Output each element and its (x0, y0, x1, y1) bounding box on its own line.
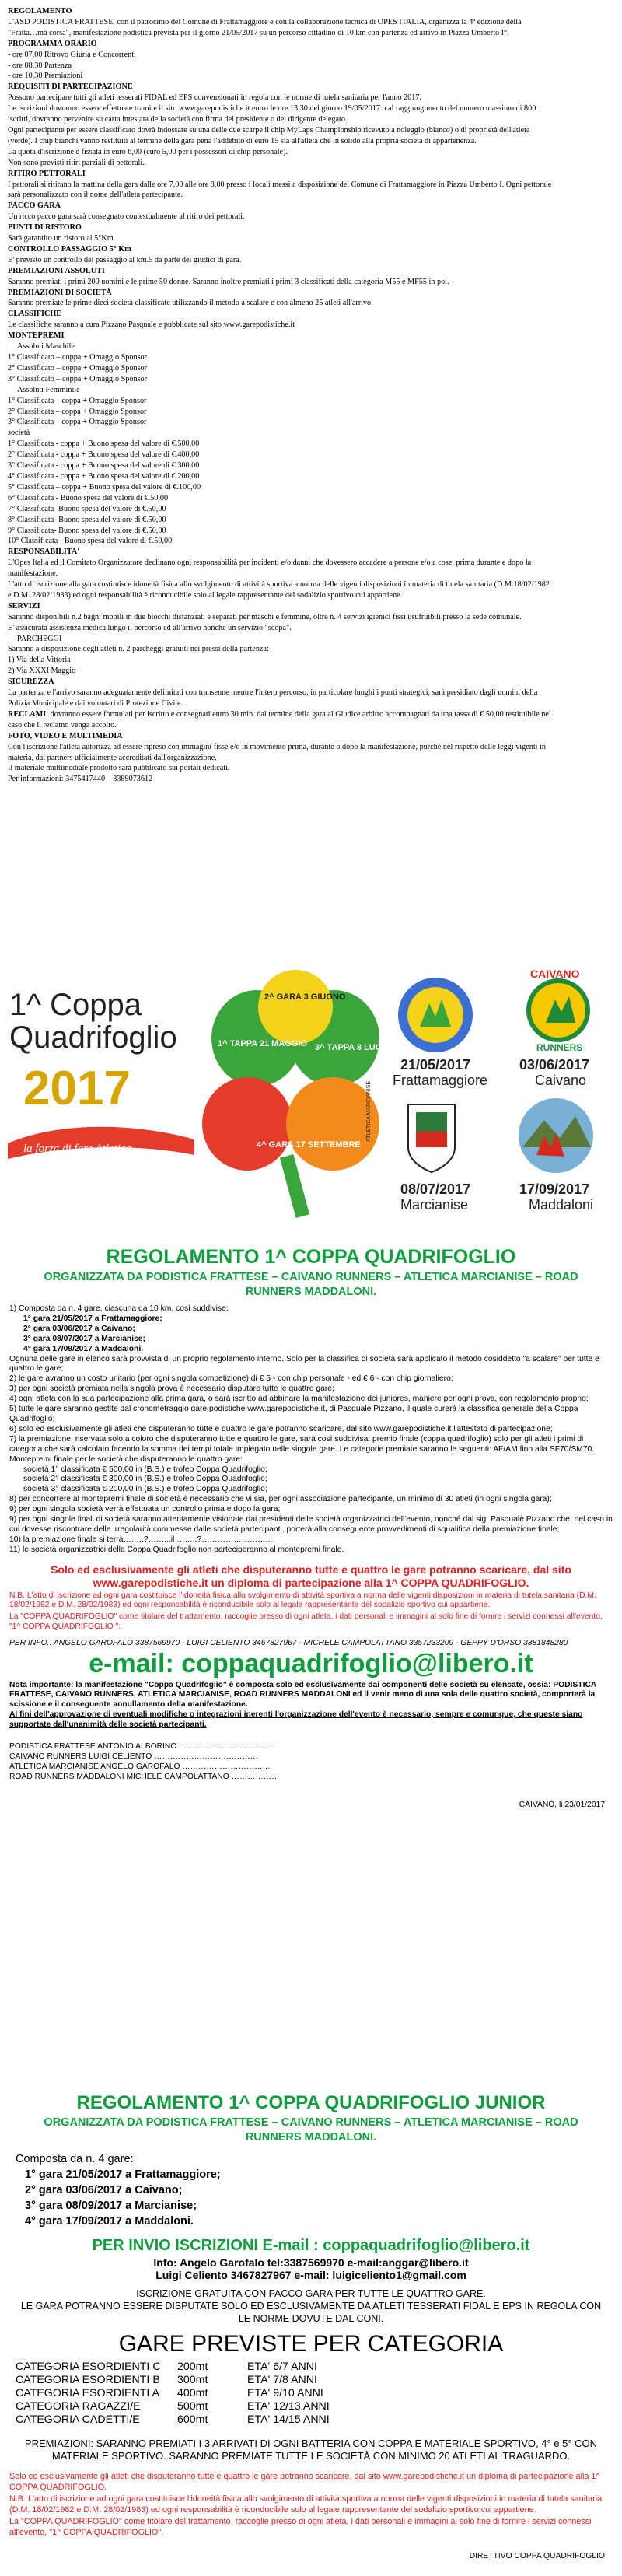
prize-item: 8° Classificata- Buono spesa del valore di €.50,00 (8, 515, 166, 524)
gare-item: 1° gara 21/05/2017 a Frattamaggiore; (25, 2168, 221, 2181)
gratuita-note: ISCRIZIONE GRATUITA CON PACCO GARA PER TUTTE LE QUATTRO GARE. (136, 2288, 486, 2299)
email-heading: e-mail: coppaquadrifoglio@libero.it (89, 1648, 533, 1678)
maschile-heading: Assoluti Maschile (17, 342, 75, 352)
list-item: Ognuna delle gare in elenco sarà provvista di un proprio regolamento interno. Solo per la classifica di società sarà applicato il metodo cosiddetto "a scalare" per tutte e quattro le gare; (9, 1354, 599, 1374)
pacco-heading: PACCO GARA (8, 201, 61, 211)
prize-item: 3° Classificato – coppa + Omaggio Sponsor (8, 374, 148, 383)
list-item: società 1° classificata € 500,00 in (B.S.) e trofeo Coppa Quadrifoglio; (23, 1465, 267, 1474)
signer-line: ATLETICA MARCIANISE ANGELO GAROFALO …………………………… (9, 1762, 271, 1771)
caivano-label: CAIVANO (530, 968, 580, 980)
frattamaggiore-logo-inner (407, 987, 463, 1043)
list-item: 9) per ogni singola società verrà effettuata un controllo prima e dopo la gara; (9, 1505, 281, 1514)
list-item: società 2° classificata € 300,00 in (B.S.) e trofeo Coppa Quadrifoglio; (23, 1475, 267, 1484)
signer-line: ROAD RUNNERS MADDALONI MICHELE CAMPOLATTANO ……………… (9, 1772, 280, 1781)
list-item: 2) le gare avranno un costo unitario (per ogni singola competizione) di € 5 - con chip personale - ed € 6 - con chip giornaliero; (9, 1374, 453, 1384)
responsabilita-text: L'atto di iscrizione alla gara costituisce idoneità fisica allo svolgimento di attività sportiva a norma delle vigenti disposizioni in materia di tutela sanitaria (D.M.18/02/1982 e D.M. 28/02/1983) ed ogni responsabilità è riconducibile solo al legale rappresentante del sodalizio sportivo cui appartiene. (8, 580, 550, 600)
logo-maddaloni (519, 1098, 593, 1213)
iscrizioni-text: La quota d'iscrizione è fissata in euro 6,00 (euro 5,00 per i possessori di chip personale). (8, 147, 288, 156)
list-item: 8) per concorrere al montepremi finale di società è necessario che vi sia, per ogni associazione partecipante, un minimo di 30 atleti (in ogni singola gara); (9, 1495, 552, 1504)
info-line-2: Luigi Celiento 3467827967 e-mail: luigiceliento1@gmail.com (156, 2269, 466, 2281)
prize-item: 6° Classificata - Buono spesa del valore di €.50,00 (8, 493, 169, 502)
leaf-label-bottom: 4^ GARA 17 SETTEMBRE (257, 1140, 361, 1150)
regolamento-list (0, 1304, 622, 1556)
leaf-orange (286, 1077, 379, 1171)
list-item: 9) per ogni singole finali di società saranno attentamente visionate dai presidenti delle società organizzatrici dell'evento, nonché dal sig. Pasqualè Pizzano che, nel caso in cui dovesse riscontrare delle irregolarità commesse dalle società partecipanti, porterà alla conseguente provvedimenti di squalifica della premiazione finale; (9, 1515, 613, 1534)
important-note: Nota importante: la manifestazione "Coppa Quadrifoglio" è composta solo ed esclusivamente dai componenti delle società su elencate, ossia: PODISTICA FRATTESE, CAIVANO RUNNERS, ATLETICA MARCIANISE, ROAD RUNNERS MADDALONI ed il venir meno di una sola delle quattro società, comporterà la scissione e il conseguente annullamento della manifestazione. (9, 1680, 596, 1710)
ritiro-text: I pettorali si ritirano la mattina della gara dalle ore 7,00 alle ore 8,00 presso i locali messi a disposizione del Comune di Frattamaggiore in Piazza Umberto I. Ogni pettorale sarà personalizzato con il nome dell'atleta partecipante. (8, 180, 552, 200)
societa-heading: società (8, 429, 30, 438)
prize-item: 3° Classificata - coppa + Buono spesa del valore di €.300,00 (8, 461, 200, 471)
parcheggi-item: 2) Via XXXI Maggio (8, 667, 76, 676)
info-line-1: Info: Angelo Garofalo tel:3387569970 e-mail:anggar@libero.it (153, 2256, 469, 2269)
gare-intro: Composta da n. 4 gare: (16, 2153, 134, 2165)
logo-city: Caivano (535, 1073, 587, 1088)
prize-item: 2° Classificata – coppa + Omaggio Sponsor (8, 407, 147, 416)
signer-line: PODISTICA FRATTESE ANTONIO ALBORINO ……………………………… (9, 1741, 275, 1751)
footer-direttivo: DIRETTIVO COPPA QUADRIFOGLIO (469, 2552, 605, 2560)
signers-list (0, 1741, 622, 1782)
categoria-row (0, 2413, 622, 2427)
iscrizioni-text: Non sono previsti ritiri parziali di pettorali. (8, 158, 145, 167)
categorie-list (0, 2361, 622, 2427)
info-contacts: PER INFO.: ANGELO GAROFALO 3387569970 - LUIGI CELIENTO 3467827967 - MICHELE CAMPOLATTANO 3357233209 - GEPPY D'ORSO 3381848280 (9, 1638, 568, 1647)
iscrizioni-email-heading: PER INVIO ISCRIZIONI E-mail : coppaquadrifoglio@libero.it (92, 2237, 530, 2254)
premi-assoluti-heading: PREMIAZIONI ASSOLUTI (8, 266, 105, 275)
tesserati-note: LE GARA POTRANNO ESSERE DISPUTATE SOLO ED ESCLUSIVAMENTE DA ATLETI TESSERATI FIDAL E EPS IN REGOLA CON LE NORME DOVUTE DAL CONI. (20, 2301, 602, 2324)
prize-item: 1° Classificata - coppa + Buono spesa del valore di €.500,00 (8, 439, 200, 449)
regolamento-subtitle: ORGANIZZATA DA PODISTICA FRATTESE – CAIVANO RUNNERS – ATLETICA MARCIANISE – ROAD RUNNERS MADDALONI. (44, 1271, 578, 1298)
categoria-row (0, 2387, 622, 2400)
list-item: 7) la premiazione, riservata solo a coloro che disputeranno tutte e quattro le gare, sarà così suddivisa: premio finale (coppa quadrifoglio) solo per gli atleti i primi di categoria che sarà calcolato facendo la somma dei tempi totale impiegato nelle singole gare. Le categorie premiate saranno le seguenti: AF/AM fino alla SF70/SM70. (9, 1434, 595, 1454)
foto-text: Con l'iscrizione l'atleta autorizza ad essere ripreso con immagini fisse e/o in movimento prima, durante o dopo la manifestazione, purché nel rispetto delle leggi vigenti in materia, dai partners ufficialmente accreditati dall'organizzazione. (8, 742, 546, 762)
rules-title: REGOLAMENTO (8, 7, 72, 16)
categoria-row (0, 2361, 622, 2374)
logo-date: 17/09/2017 (519, 1181, 590, 1197)
premiazioni-text: PREMIAZIONI: SARANNO PREMIATI I 3 ARRIVATI DI OGNI BATTERIA CON COPPA E MATERIALE SPORTIVO, 4° e 5° CON MATERIALE SPORTIVO. SARANNO PREMIATE TUTTE LE SOCIETÀ CON MINIMO 20 ATLETI AL TRAGUARDO. (24, 2438, 598, 2462)
servizi-text: E' assicurata assistenza medica lungo il percorso ed all'arrivo nonché un servizio "scopa". (8, 623, 292, 632)
iscrizioni-text: Le iscrizioni dovranno essere effettuate tramite il sito www.garepodistiche.it entro le ore 13.30 del giorno 19/05/2017 o al raggiungimento del numero massimo di 800 iscritti, dovranno pervenire su carta intestata della società con firma del presidente o del dirigente delegato. (8, 104, 536, 124)
list-item: 1) Composta da n. 4 gare, ciascuna da 10 km, così suddivise: (9, 1304, 229, 1313)
sicurezza-text: La partenza e l'arrivo saranno adeguatamente delimitati con transenne mentre l'intero percorso, in particolare lunghi i punti strategici, sarà presidiato dagli uomini della Polizia Municipale e dai volontari di Protezione Civile. (8, 688, 538, 708)
rules-intro: L'ASD PODISTICA FRATTESE, con il patrocinio del Comune di Frattamaggiore e con la collaborazione tecnica di OPES ITALIA, organizza la 4ª edizione della "Fratta…mà corsa", manifestazione podistica prevista per il giorno 21/05/2017 su un percorso cittadino di 10 km con partenza ed arrivo in Piazza Umberto I°. (8, 17, 522, 37)
list-item: società 3° classificata € 200,00 in (B.S.) e trofeo Coppa Quadrifoglio; (23, 1485, 267, 1494)
categoria-row (0, 2374, 622, 2387)
leaf-red (202, 1077, 292, 1171)
signer-line: CAIVANO RUNNERS LUIGI CELIENTO ………………………………… (9, 1752, 259, 1761)
list-item: 3° gara 08/07/2017 a Marcianise; (23, 1334, 145, 1343)
leaf-label-top-left: 1^ TAPPA 21 MAGGIO (218, 1039, 308, 1048)
leaf-label-top: 2^ GARA 3 GIUGNO (264, 992, 346, 1002)
foto-heading: FOTO, VIDEO E MULTIMEDIA (8, 731, 123, 740)
prize-item: 1° Classificata – coppa + Omaggio Sponsor (8, 396, 147, 405)
prize-item: 2° Classificato – coppa + Omaggio Sponsor (8, 363, 148, 373)
servizi-text: Saranno disponibili n.2 bagni mobili in due blocchi distanziati e separati per maschi e femmine, oltre n. 4 servizi igienici fissi usufruibili presso la sede comunale. (8, 612, 522, 621)
regolamento-coppa (0, 1246, 622, 1809)
logo-city: Frattamaggiore (393, 1073, 488, 1088)
rules-text (8, 6, 552, 785)
categoria-name: CATEGORIA ESORDIENTI A (16, 2387, 159, 2399)
list-item: 10) la premiazione finale si terrà……..?……...il ……..?……………………... (9, 1535, 273, 1544)
gare-item: 4° gara 17/09/2017 a Maddaloni. (25, 2215, 194, 2228)
premi-societa-text: Saranno premiate le prime dieci società classificate utilizzando il metodo a scalare e con almeno 25 atleti all'arrivo. (8, 299, 373, 308)
logo-marcianise (366, 1081, 470, 1213)
logo-city: Marcianise (400, 1197, 469, 1213)
important-note-2: Al fini dell'approvazione di eventuali modifiche o integrazioni inerenti l'organizzazione dell'evento è necessario, sempre e comunque, che queste siano supportate dall'unanimità delle società partecipanti. (9, 1710, 583, 1729)
prize-item: 2° Classificata - coppa + Buono spesa del valore di €.400,00 (8, 450, 200, 460)
prize-item: 3° Classificata – coppa + Omaggio Sponsor (8, 418, 147, 427)
categoria-dist: 300mt (177, 2374, 208, 2386)
nb-text: N.B. L'atto di iscrizione ad ogni gara costituisce l'idoneità fisica allo svolgimento di attività sportiva a norma delle vigenti disposizioni in materia di tutela sanitaria (D.M. 18/02/1982 e D.M. 28/02/1983) ed ogni responsabilità è riconducibile solo al legale rappresentante del sodalizio sportivo cui appartiene. (9, 1591, 596, 1610)
leaf-yellow (258, 970, 333, 1045)
programma-item: - ore 08,30 Partenza (8, 61, 72, 70)
responsabilita-text: L'Opes Italia ed il Comitato Organizzatore declinano ogni responsabilità per incidenti e/o danni che dovessero accadere a persone e/o a cose, prima durante e dopo la manifestazione. (8, 558, 532, 579)
junior-subtitle: ORGANIZZATA DA PODISTICA FRATTESE – CAIVANO RUNNERS – ATLETICA MARCIANISE – ROAD RUNNERS MADDALONI. (44, 2116, 578, 2144)
logo-caivano (519, 968, 589, 1088)
foto-text: Per informazioni: 3475417440 – 3389073612 (8, 775, 153, 784)
reclami-heading: RECLAMI (8, 709, 47, 719)
list-item: 1° gara 21/05/2017 a Frattamaggiore; (23, 1314, 162, 1323)
logo-date: 03/06/2017 (519, 1057, 590, 1073)
prize-item: 5° Classificata – coppa + Buono spesa del valore di €.100,00 (8, 482, 201, 492)
list-item: 2° gara 03/06/2017 a Caivano; (23, 1324, 135, 1333)
femminile-heading: Assoluti Femminile (17, 385, 80, 394)
requisiti-text: Possono partecipare tutti gli atleti tesserati FIDAL ed EPS convenzionati in regola con le norme di tutela sanitaria per l'anno 2017. (8, 93, 421, 103)
categorie-title: GARE PREVISTE PER CATEGORIA (118, 2331, 504, 2357)
caivano-runners-label: RUNNERS (536, 1042, 583, 1053)
programma-item: - ore 07,00 Ritrovo Giuria e Concorrenti (8, 50, 136, 59)
ristoro-heading: PUNTI DI RISTORO (8, 223, 82, 233)
categoria-age: ETA' 12/13 ANNI (247, 2400, 330, 2413)
junior-gare (0, 2151, 622, 2229)
list-item: 4° gara 17/09/2017 a Maddaloni. (23, 1344, 144, 1353)
list-item: Montepremi finale per le società che disputeranno le quattro gare: (9, 1454, 243, 1464)
categoria-row (0, 2400, 622, 2413)
prize-item: 9° Classificata- Buono spesa del valore di €.50,00 (8, 526, 166, 535)
red-notice-junior: Solo ed esclusivamente gli atleti che disputeranno tutte e quattro le gare potranno scaricare, dal sito www.garepodistiche.it un diploma di partecipazione alla 1^ COPPA QUADRIFOGLIO. (9, 2472, 600, 2492)
categoria-name: CATEGORIA RAGAZZI/E (16, 2400, 141, 2413)
leaf-label-right: 3^ TAPPA 8 LUGLIO (315, 1043, 397, 1052)
list-item: 3) per ogni società premiata nella singola prova è necessario disputare tutte le quattro gare; (9, 1384, 334, 1394)
premi-societa-heading: PREMIAZIONI DI SOCIETÀ (8, 288, 112, 297)
list-item: 6) solo ed esclusivamente gli atleti che disputeranno tutte e quattro le gare potranno scaricare, dal sito www.garepodistiche.it l'attestato di partecipazione; (9, 1424, 553, 1433)
classifiche-heading: CLASSIFICHE (8, 310, 62, 319)
controllo-heading: CONTROLLO PASSAGGIO 5° Km (8, 244, 131, 254)
prize-item: 4° Classificata - coppa + Buono spesa del valore di €.200,00 (8, 471, 200, 481)
nb-text-junior: N.B. L'atto di iscrizione ad ogni gara costituisce l'idoneità fisica allo svolgimento di attività sportiva a norma delle vigenti disposizioni in materia di tutela sanitaria (D.M. 18/02/1982 e D.M. 28/02/1983) ed ogni responsabilità è riconducibile solo al legale rappresentante del sodalizio sportivo cui appartiene. (9, 2494, 603, 2515)
logo-date: 08/07/2017 (400, 1181, 471, 1197)
logo-frattamaggiore (393, 978, 487, 1088)
categoria-age: ETA' 7/8 ANNI (247, 2374, 317, 2386)
montepremi-heading: MONTEPREMI (8, 331, 65, 341)
servizi-heading: SERVIZI (8, 601, 40, 611)
responsabilita-heading: RESPONSABILITA' (8, 548, 80, 557)
banner-title-line1: 1^ Coppa (9, 988, 142, 1022)
premi-assoluti-text: Saranno premiati i primi 200 uomini e le prime 50 donne. Saranno inoltre premiati i primi 3 classificati della categoria M55 e MF55 in poi. (8, 277, 449, 286)
categoria-age: ETA' 14/15 ANNI (247, 2413, 330, 2426)
banner-year: 2017 (23, 1062, 131, 1115)
controllo-text: E' previsto un controllo del passaggio al km.5 da parte dei giudici di gara. (8, 255, 242, 264)
prize-item: 10° Classificata - Buono spesa del valore di €.50,00 (8, 537, 173, 546)
list-item: 11) le società organizzatrici della Coppa Quadrifoglio non parteciperanno al montepremi finale. (9, 1545, 344, 1554)
prize-item: 1° Classificato – coppa + Omaggio Sponsor (8, 353, 148, 362)
banner-tagline: la forza di fare Atletica (23, 1143, 132, 1155)
ristoro-text: Sarà garantito un ristoro al 5°Km. (8, 234, 116, 243)
categoria-age: ETA' 6/7 ANNI (247, 2361, 317, 2373)
coppa-note: La "COPPA QUADRIFOGLIO" come titolare del trattamento, raccoglie presso di ogni atleta, i dati personali e immagini al solo fine di fornire i servizi connessi all'evento, "1^ COPPA QUADRIFOGLIO ". (9, 1612, 603, 1632)
classifiche-text: Le classifiche saranno a cura Pizzano Pasquale e pubblicate sul sito www.garepodistiche.it (8, 320, 295, 330)
parcheggi-text: Saranno a disposizione degli atleti n. 2 parcheggi gratuiti nei pressi della partenza: (8, 645, 269, 654)
parcheggi-item: 1) Via della Vittoria (8, 656, 71, 665)
coppa-note-junior: La "COPPA QUADRIFOGLIO" come titolare del trattamento, raccoglie presso di ogni atleta, i dati personali e immagini al solo fine di fornire i servizi connessi all'evento, "1^ COPPA QUADRIFOGLIO". (9, 2517, 592, 2537)
foto-text: Il materiale multimediale prodotto sarà pubblicato sui portali dedicati. (8, 764, 230, 773)
sicurezza-heading: SICUREZZA (8, 677, 54, 687)
requisiti-heading: REQUISITI DI PARTECIPAZIONE (8, 82, 133, 92)
red-notice: Solo ed esclusivamente gli atleti che disputeranno tutte e quattro le gare potranno scaricare, dal sito www.garepodistiche.it un diploma di partecipazione alla 1^ COPPA QUADRIFOGLIO. (51, 1563, 571, 1589)
shield-field-green (416, 1112, 447, 1132)
pacco-text: Un ricco pacco gara sarà consegnato contestualmente al ritiro dei pettorali. (8, 212, 245, 222)
place-date: CAIVANO, li 23/01/2017 (519, 1800, 605, 1809)
shield-field-red (416, 1132, 447, 1147)
categoria-name: CATEGORIA CADETTI/E (16, 2413, 140, 2426)
regolamento-title: REGOLAMENTO 1^ COPPA QUADRIFOGLIO (106, 1246, 516, 1268)
categoria-dist: 400mt (177, 2387, 208, 2399)
junior-title: REGOLAMENTO 1^ COPPA QUADRIFOGLIO JUNIOR (76, 2092, 546, 2113)
iscrizioni-text: Ogni partecipante per essere classificato dovrà indossare su una delle due scarpe il chip MyLaps Championship ricevuto a noleggio (bianco) o di proprietà dell'atleta (verde). I chip bianchi vanno restituiti al termine della gara pena l'addebito di euro 15 sia all'atleta che in solido alla propria società di appartenenza. (8, 125, 530, 145)
logo-city: Maddaloni (529, 1197, 594, 1213)
regolamento-junior (0, 2092, 622, 2560)
clover-stem (280, 1154, 309, 1218)
programma-item: - ore 10,30 Premiazioni (8, 72, 83, 81)
gare-item: 3° gara 08/09/2017 a Marcianise; (25, 2200, 197, 2212)
banner-title-line2: Quadrifoglio (9, 1020, 177, 1055)
coppa-banner (0, 961, 622, 1241)
reclami-text: : dovranno essere formulati per iscritto e consegnati entro 30 min. dal termine della gara al Giudice arbitro accompagnati da una tassa di € 50,00 restituibile nel caso che il reclamo venga accolto. (8, 709, 551, 730)
marcianise-label: ATLETICA MARCIANISE (366, 1080, 372, 1142)
categoria-name: CATEGORIA ESORDIENTI B (16, 2374, 160, 2386)
gare-item: 2° gara 03/06/2017 a Caivano; (25, 2184, 183, 2196)
categoria-dist: 600mt (177, 2413, 208, 2426)
categoria-age: ETA' 9/10 ANNI (247, 2387, 323, 2399)
categoria-dist: 500mt (177, 2400, 208, 2413)
categoria-name: CATEGORIA ESORDIENTI C (16, 2361, 161, 2373)
parcheggi-heading: PARCHEGGI (17, 634, 62, 643)
list-item: 4) ogni atleta con la sua partecipazione alla prima gara, o sarà iscritto ad abbinare la manifestazione dei juniores, maniere per ogni prova, con regolamento proprio; (9, 1395, 589, 1404)
programma-heading: PROGRAMMA ORARIO (8, 39, 97, 48)
logo-date: 21/05/2017 (400, 1057, 471, 1073)
list-item: 5) tutte le gare saranno gestite dal cronometraggio gare podistiche www.garepodistiche.it, di Pasquale Pizzano, il quale curerà la classifica generale della Coppa Quadrifoglio; (9, 1405, 578, 1423)
ritiro-heading: RITIRO PETTORALI (8, 169, 86, 178)
categoria-dist: 200mt (177, 2361, 208, 2373)
prize-item: 7° Classificata- Buono spesa del valore di €.50,00 (8, 504, 166, 513)
